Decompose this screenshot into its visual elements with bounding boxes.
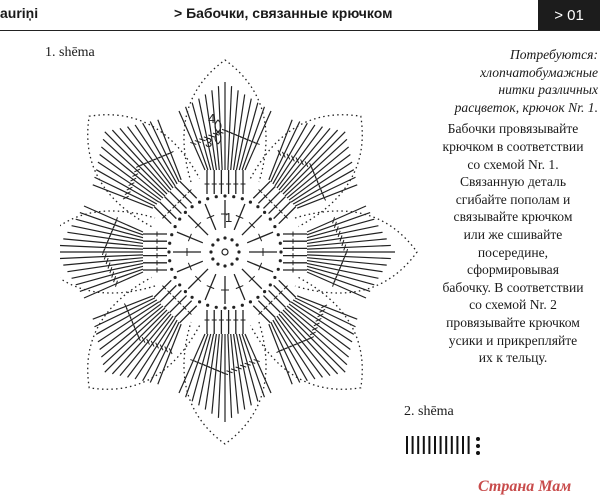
page-header [0,0,600,31]
row-number-4: 4 [208,111,216,126]
petal [179,60,271,194]
body-line: Бабочки провязывайте [447,121,579,137]
materials-line: нитки различных [498,82,598,98]
petal [283,206,417,298]
antennae-stitches [407,436,480,455]
body-line: сформировывая [467,262,559,278]
body-line: посередине, [477,244,549,260]
body-line: провязывайте крючком [446,314,580,330]
petal [179,310,271,444]
body-line: связывайте крючком [453,209,573,225]
petal [60,206,167,298]
body-line: со схемой Nr. 1. [467,156,559,172]
materials-line: хлопчатобумажные [480,64,598,80]
figure1-label: 1. shēma [45,45,95,60]
instructions-column [428,46,598,367]
body-line: Связанную деталь [459,174,567,190]
header-left-text: auriņi [0,5,39,21]
body-line: бабочку. В соответствии [442,279,584,295]
watermark-logo: Страна Мам [478,478,572,495]
body-line: их к тельцу. [478,350,548,366]
body-line: сгибайте пополам и [455,191,571,207]
body-line: со схемой Nr. 2 [469,297,557,313]
crochet-flower-diagram [60,52,430,462]
materials-line: расцветок, крючок Nr. 1. [454,99,598,115]
antennae-diagram [404,434,484,456]
row-number-1: 1 [225,210,233,225]
body-line: крючком в соответствии [442,138,584,154]
instructions-text [428,120,598,366]
body-line: усики и прикрепляйте [448,332,578,348]
page-number-badge: > 01 [538,0,600,30]
row-number-3: 3 [205,135,213,150]
header-title: > Бабочки, связанные крючком [174,5,393,21]
body-line: или же сшивайте [463,226,563,242]
figure2-label: 2. shēma [404,404,454,419]
materials-line: Потребуются: [509,47,598,62]
materials-text [428,46,598,116]
